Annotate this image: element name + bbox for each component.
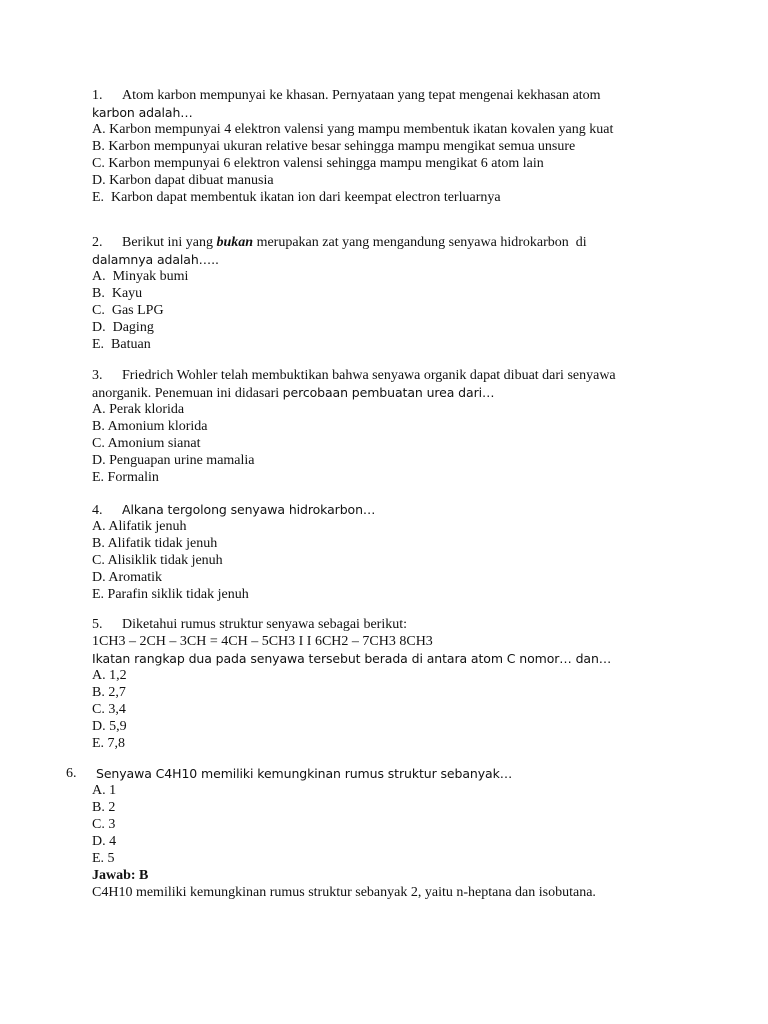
option-c: C. Amonium sianat: [92, 436, 201, 451]
option-d: D. Aromatik: [92, 570, 162, 585]
emphasis-word: bukan: [216, 235, 254, 250]
question-number: 1.: [92, 88, 103, 103]
question-2: [92, 234, 692, 353]
question-5: [92, 616, 692, 752]
option-c: C. Gas LPG: [92, 303, 164, 318]
option-a: A. 1: [92, 783, 117, 798]
answer-label: Jawab: B: [92, 868, 149, 883]
question-stem: Alkana tergolong senyawa hidrokarbon…: [122, 502, 376, 517]
question-4: [92, 501, 692, 603]
option-c: C. 3: [92, 817, 116, 832]
option-d: D. 5,9: [92, 719, 127, 734]
option-e: E. Parafin siklik tidak jenuh: [92, 587, 249, 602]
option-c: C. 3,4: [92, 702, 126, 717]
option-e: E. 5: [92, 851, 115, 866]
question-6: [92, 765, 692, 901]
option-b: B. Alifatik tidak jenuh: [92, 536, 218, 551]
option-d: D. Karbon dapat dibuat manusia: [92, 173, 274, 188]
question-stem: Atom karbon mempunyai ke khasan. Pernyataan yang tepat mengenai kekhasan atom: [122, 88, 601, 103]
option-a: A. Karbon mempunyai 4 elektron valensi yang mampu membentuk ikatan kovalen yang kuat: [92, 122, 614, 137]
option-d: D. Daging: [92, 320, 154, 335]
question-stem: Berikut ini yang: [122, 235, 217, 250]
option-a: A. Perak klorida: [92, 402, 185, 417]
option-c: C. Karbon mempunyai 6 elektron valensi sehingga mampu mengikat 6 atom lain: [92, 156, 544, 171]
question-number: 3.: [92, 368, 103, 383]
question-number: 5.: [92, 617, 103, 632]
option-c: C. Alisiklik tidak jenuh: [92, 553, 223, 568]
structure-formula: 1CH3 – 2CH – 3CH = 4CH – 5CH3 I I 6CH2 – 7CH3 8CH3: [92, 634, 433, 649]
option-b: B. Karbon mempunyai ukuran relative besar sehingga mampu mengikat semua unsure: [92, 139, 576, 154]
question-stem: percobaan pembuatan urea dari…: [282, 385, 495, 400]
option-b: B. 2: [92, 800, 116, 815]
option-e: E. Formalin: [92, 470, 159, 485]
question-stem: Ikatan rangkap dua pada senyawa tersebut berada di antara atom C nomor… dan…: [92, 651, 612, 666]
option-a: A. 1,2: [92, 668, 127, 683]
option-a: A. Minyak bumi: [92, 269, 189, 284]
question-number: 6.: [66, 766, 77, 781]
option-a: A. Alifatik jenuh: [92, 519, 187, 534]
option-d: D. Penguapan urine mamalia: [92, 453, 255, 468]
question-3: [92, 367, 692, 486]
question-number: 2.: [92, 235, 103, 250]
option-e: E. Karbon dapat membentuk ikatan ion dari keempat electron terluarnya: [92, 190, 501, 205]
question-1: [92, 87, 692, 206]
option-d: D. 4: [92, 834, 117, 849]
option-b: B. 2,7: [92, 685, 126, 700]
question-stem: Friedrich Wohler telah membuktikan bahwa senyawa organik dapat dibuat dari senyawa: [122, 368, 616, 383]
option-e: E. Batuan: [92, 337, 151, 352]
question-stem: karbon adalah…: [92, 105, 193, 120]
option-b: B. Amonium klorida: [92, 419, 208, 434]
option-e: E. 7,8: [92, 736, 126, 751]
option-b: B. Kayu: [92, 286, 143, 301]
answer-explanation: C4H10 memiliki kemungkinan rumus struktur sebanyak 2, yaitu n-heptana dan isobutana.: [92, 885, 596, 900]
question-stem: merupakan zat yang mengandung senyawa hidrokarbon di: [253, 235, 587, 250]
question-stem: anorganik. Penemuan ini didasari: [92, 386, 283, 401]
question-number: 4.: [92, 503, 103, 518]
question-stem: dalamnya adalah…..: [92, 252, 219, 267]
question-stem: Senyawa C4H10 memiliki kemungkinan rumus struktur sebanyak…: [96, 766, 513, 781]
question-stem: Diketahui rumus struktur senyawa sebagai berikut:: [122, 617, 407, 632]
